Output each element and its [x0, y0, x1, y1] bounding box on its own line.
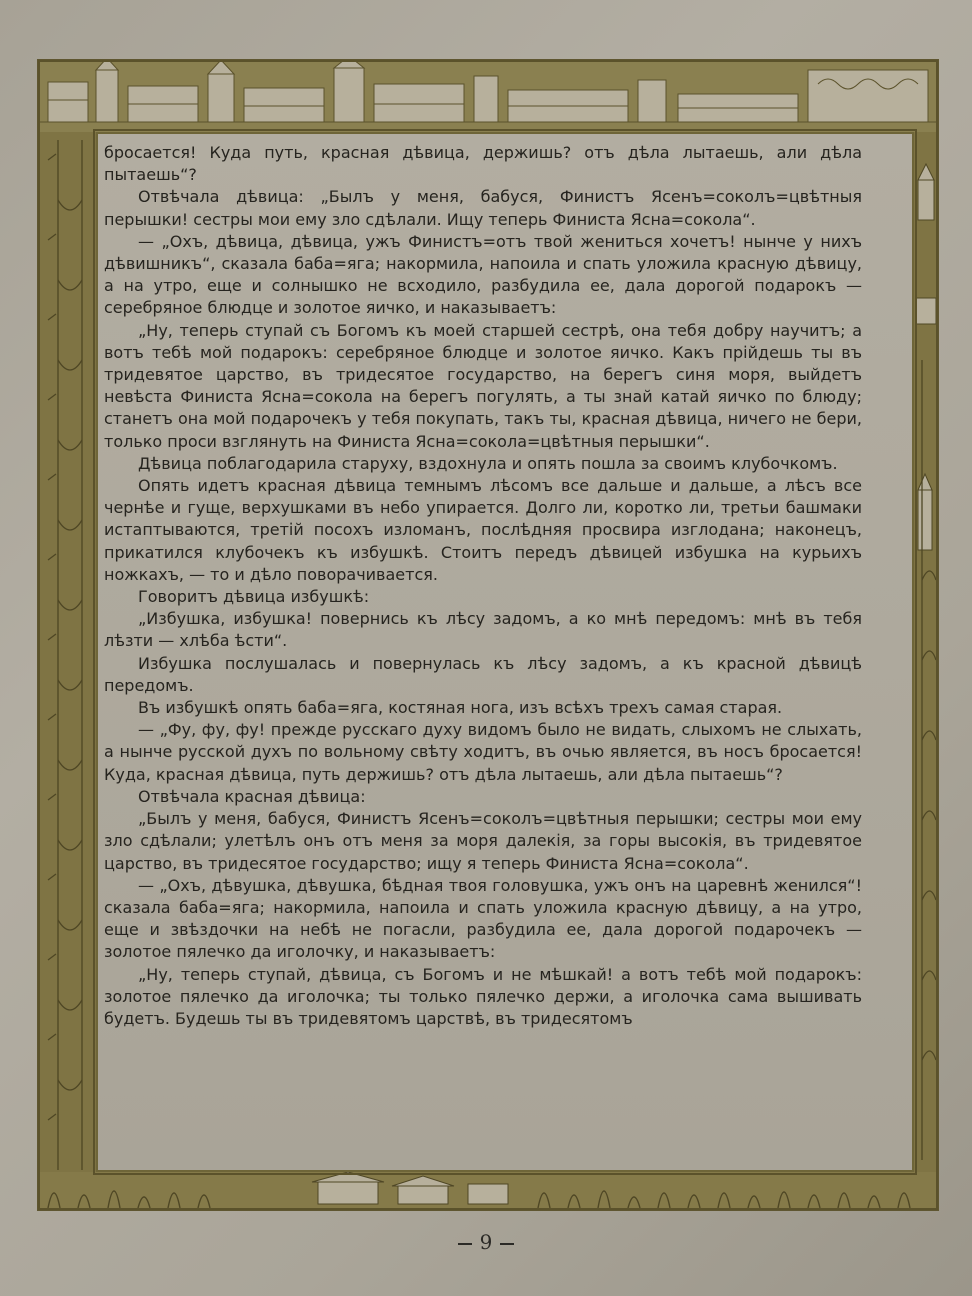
- dash-right: [500, 1243, 514, 1245]
- paragraph: Отвѣчала красная дѣвица:: [138, 786, 366, 806]
- paragraph: — „Охъ, дѣвушка, дѣвушка, бѣдная твоя головушка, ужъ онъ на царевнѣ женился“! сказала баба=яга; накормила, напоила и спать уложила красную дѣвицу, а на утро, еще и звѣздочки на небѣ не погасли, разбудила ее, дала дорогой подарочекъ — золотое пялечко да иголочку, и наказываетъ:: [104, 875, 862, 962]
- ornamental-frame: [38, 60, 938, 1210]
- paragraph: „Ну, теперь ступай, дѣвица, съ Богомъ и не мѣшкай! а вотъ тебѣ мой подарокъ: золотое пялечко да иголочка; ты только пялечко держи, а иголочка сама вышивать будетъ. Будешь ты въ тридевятомъ царствѣ, въ тридесятомъ: [104, 964, 862, 1028]
- paragraph: бросается! Куда путь, красная дѣвица, держишь? отъ дѣла лытаешь, али дѣла пытаешь“?: [104, 143, 862, 185]
- dash-left: [458, 1243, 472, 1245]
- paragraph: Говоритъ дѣвица избушкѣ:: [138, 587, 370, 607]
- page-number: 9: [479, 1230, 493, 1254]
- paragraph: „Былъ у меня, бабуся, Финистъ Ясенъ=соколъ=цвѣтныя перышки; сестры мои ему зло сдѣлали; улетѣлъ онъ отъ меня за моря далекія, за горы высокія, въ тридевятое царство, въ тридесятое государство; ищу я теперь Финиста Ясна=сокола“.: [104, 809, 862, 873]
- paragraph: Въ избушкѣ опять баба=яга, костяная нога, изъ всѣхъ трехъ самая старая.: [138, 698, 783, 718]
- paragraph: Отвѣчала дѣвица: „Былъ у меня, бабуся, Финистъ Ясенъ=соколъ=цвѣтныя перышки! сестры мои ему зло сдѣлали. Ищу теперь Финиста Ясна=сокола“.: [104, 187, 862, 229]
- paragraph: Избушка послушалась и повернулась къ лѣсу задомъ, а къ красной дѣвицѣ передомъ.: [104, 653, 862, 695]
- paragraph: „Избушка, избушка! повернись къ лѣсу задомъ, а ко мнѣ передомъ: мнѣ въ тебя лѣзти — хлѣба ѣсти“.: [104, 609, 862, 651]
- paragraph: — „Фу, фу, фу! прежде русскаго духу видомъ было не видать, слыхомъ не слыхать, а нынче русской духъ по вольному свѣту ходитъ, въ очью является, въ носъ бросается! Куда, красная дѣвица, путь держишь? отъ дѣла лытаешь, али дѣла пытаешь“?: [104, 720, 862, 784]
- paragraph: — „Охъ, дѣвица, дѣвица, ужъ Финистъ=отъ твой жениться хочетъ! нынче у нихъ дѣвишникъ“, сказала баба=яга; накормила, напоила и спать уложила красную дѣвицу, а на утро, еще и солнышко не всходило, разбудила ее, дала дорогой подарокъ — серебряное блюдце и золотое яичко, и наказываетъ:: [104, 231, 862, 318]
- story-text: [104, 142, 862, 1030]
- paragraph: Опять идетъ красная дѣвица темнымъ лѣсомъ все дальше и дальше, а лѣсъ все чернѣе и гуще, верхушками въ небо упирается. Долго ли, коротко ли, третьи башмаки истаптываются, третій посохъ изломанъ, послѣдняя просвира изглодана; наконецъ, прикатился клубочекъ къ избушкѣ. Стоитъ передъ дѣвицей избушка на курьихъ ножкахъ, — то и дѣло поворачивается.: [104, 476, 862, 584]
- paragraph: „Ну, теперь ступай съ Богомъ къ моей старшей сестрѣ, она тебя добру научитъ; а вотъ тебѣ мой подарокъ: серебряное блюдце и золотое яичко. Какъ прійдешь ты въ тридевятое царство, въ тридесятое государство, на берегъ синя моря, выйдетъ невѣста Финиста Ясна=сокола на берегъ погулять, а ты знай катай яичко по блюду; станетъ она мой подарочекъ у тебя покупать, такъ ты, красная дѣвица, ничего не бери, только проси взглянуть на Финиста Ясна=сокола=цвѣтныя перышки“.: [104, 320, 862, 451]
- page-number-footer: [0, 1230, 972, 1254]
- text-panel: [96, 132, 914, 1172]
- paragraph: Дѣвица поблагодарила старуху, вздохнула и опять пошла за своимъ клубочкомъ.: [138, 453, 838, 473]
